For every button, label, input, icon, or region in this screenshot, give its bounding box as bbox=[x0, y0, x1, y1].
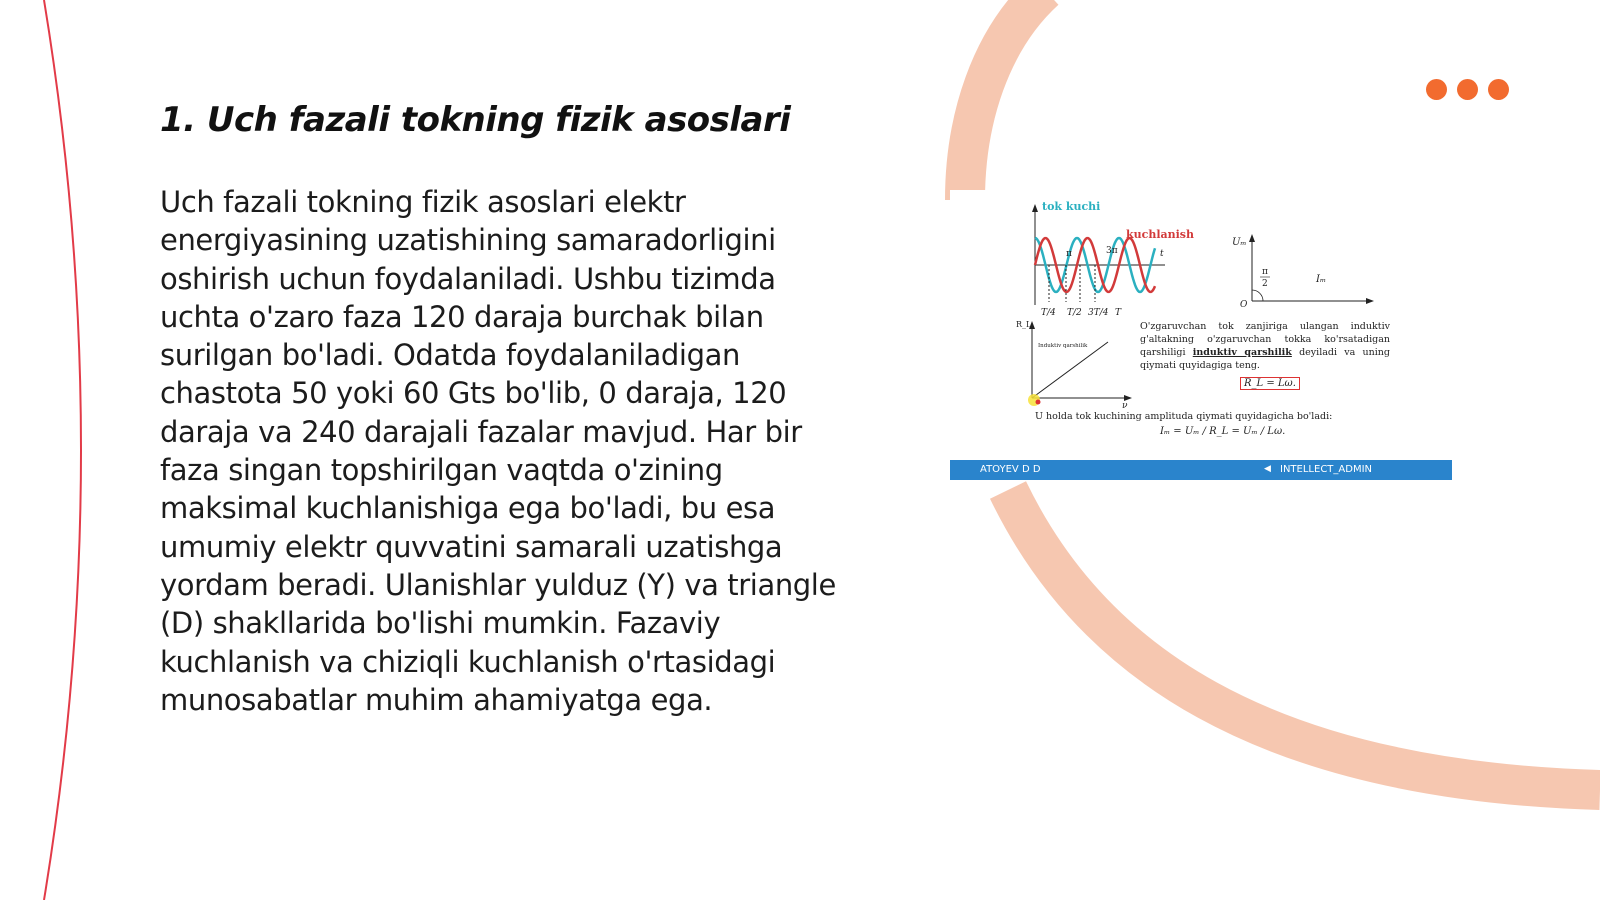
slide-title: 1. Uch fazali tokning fizik asoslari bbox=[160, 100, 791, 140]
cursor-dot-icon bbox=[1036, 400, 1041, 405]
pi-label: π bbox=[1066, 249, 1072, 259]
nu-axis-label: ν bbox=[1122, 401, 1128, 411]
tick-3t4: 3T/4 bbox=[1088, 308, 1109, 318]
slide-body-text: Uch fazali tokning fizik asoslari elektr energiyasining uzatishining samaradorligini oshirish uchun foydalaniladi. Ushbu tizimda uchta o'zaro faza 120 daraja burchak bilan surilgan bo'ladi. Odatda foydalaniladigan chastota 50 yoki 60 Gts bo'lib, 0 daraja, 120 daraja va 240 darajali fazalar mavjud. Har bir faza singan topshirilgan vaqtda o'zining maksimal kuchlanishiga ega bo'ladi, bu esa umumiy elektr quvvatini samarali uzatishga yordam beradi. Ulanishlar yulduz (Y) va triangle (D) shakllarida bo'lishi mumkin. Fazaviy kuchlanish va chiziqli kuchlanish o'rtasidagi munosabatlar muhim ahamiyatga ega. bbox=[160, 185, 836, 717]
amplitude-text: U holda tok kuchining amplituda qiymati quyidagicha bo'ladi: bbox=[1035, 411, 1333, 422]
orange-dot-icon bbox=[1457, 79, 1478, 100]
phasor-angle-num: π bbox=[1262, 267, 1268, 277]
decorative-dots bbox=[1426, 79, 1509, 100]
rl-graph-caption: Induktiv qarshilik bbox=[1038, 343, 1088, 349]
paragraph-text-end: deyiladi va uning qiymati quyidagiga teng. bbox=[1140, 347, 1390, 371]
voltage-label: kuchlanish bbox=[1126, 228, 1194, 241]
phasor-origin-label: O bbox=[1240, 300, 1248, 310]
inductive-resistance-paragraph bbox=[1140, 320, 1390, 372]
phasor-im-label: Iₘ bbox=[1316, 274, 1327, 285]
phasor-angle-arc bbox=[1252, 290, 1263, 301]
channel-label: INTELLECT_ADMIN bbox=[1280, 464, 1373, 475]
play-left-icon[interactable]: ◀ bbox=[1264, 464, 1271, 474]
orange-dot-icon bbox=[1488, 79, 1509, 100]
phasor-um-label: Uₘ bbox=[1232, 237, 1247, 248]
current-label: tok kuchi bbox=[1042, 200, 1101, 213]
arrow-up-icon bbox=[1249, 234, 1255, 242]
rl-axis-label: R_L bbox=[1016, 320, 1032, 329]
paragraph-text: O'zgaruvchan tok zanjiriga ulangan induktiv g'altakning o'zgaruvchan tokka ko'rsatadigan qarshiligi bbox=[1140, 321, 1390, 358]
paragraph-bold-term: induktiv qarshilik bbox=[1192, 347, 1292, 358]
orange-dot-icon bbox=[1426, 79, 1447, 100]
phasor-angle-den: 2 bbox=[1262, 279, 1268, 289]
three-pi-label: 3π bbox=[1106, 246, 1118, 256]
tick-t: T bbox=[1115, 308, 1122, 318]
peach-arc-lower bbox=[1008, 490, 1600, 790]
physics-figure bbox=[950, 190, 1452, 480]
tick-t2: T/2 bbox=[1067, 308, 1082, 318]
t-axis-label: t bbox=[1160, 249, 1164, 259]
rl-formula-box: R_L = Lω. bbox=[1240, 377, 1300, 390]
rl-line bbox=[1032, 342, 1108, 398]
author-label: ATOYEV D D bbox=[980, 464, 1041, 475]
arrow-right-icon bbox=[1366, 298, 1374, 304]
im-formula: Iₘ = Uₘ / R_L = Uₘ / Lω. bbox=[1160, 426, 1286, 437]
peach-arc-upper bbox=[965, 0, 1045, 200]
left-red-line bbox=[44, 0, 81, 900]
video-taskbar bbox=[950, 460, 1452, 480]
arrow-up-icon bbox=[1032, 204, 1038, 212]
tick-t4: T/4 bbox=[1041, 308, 1056, 318]
